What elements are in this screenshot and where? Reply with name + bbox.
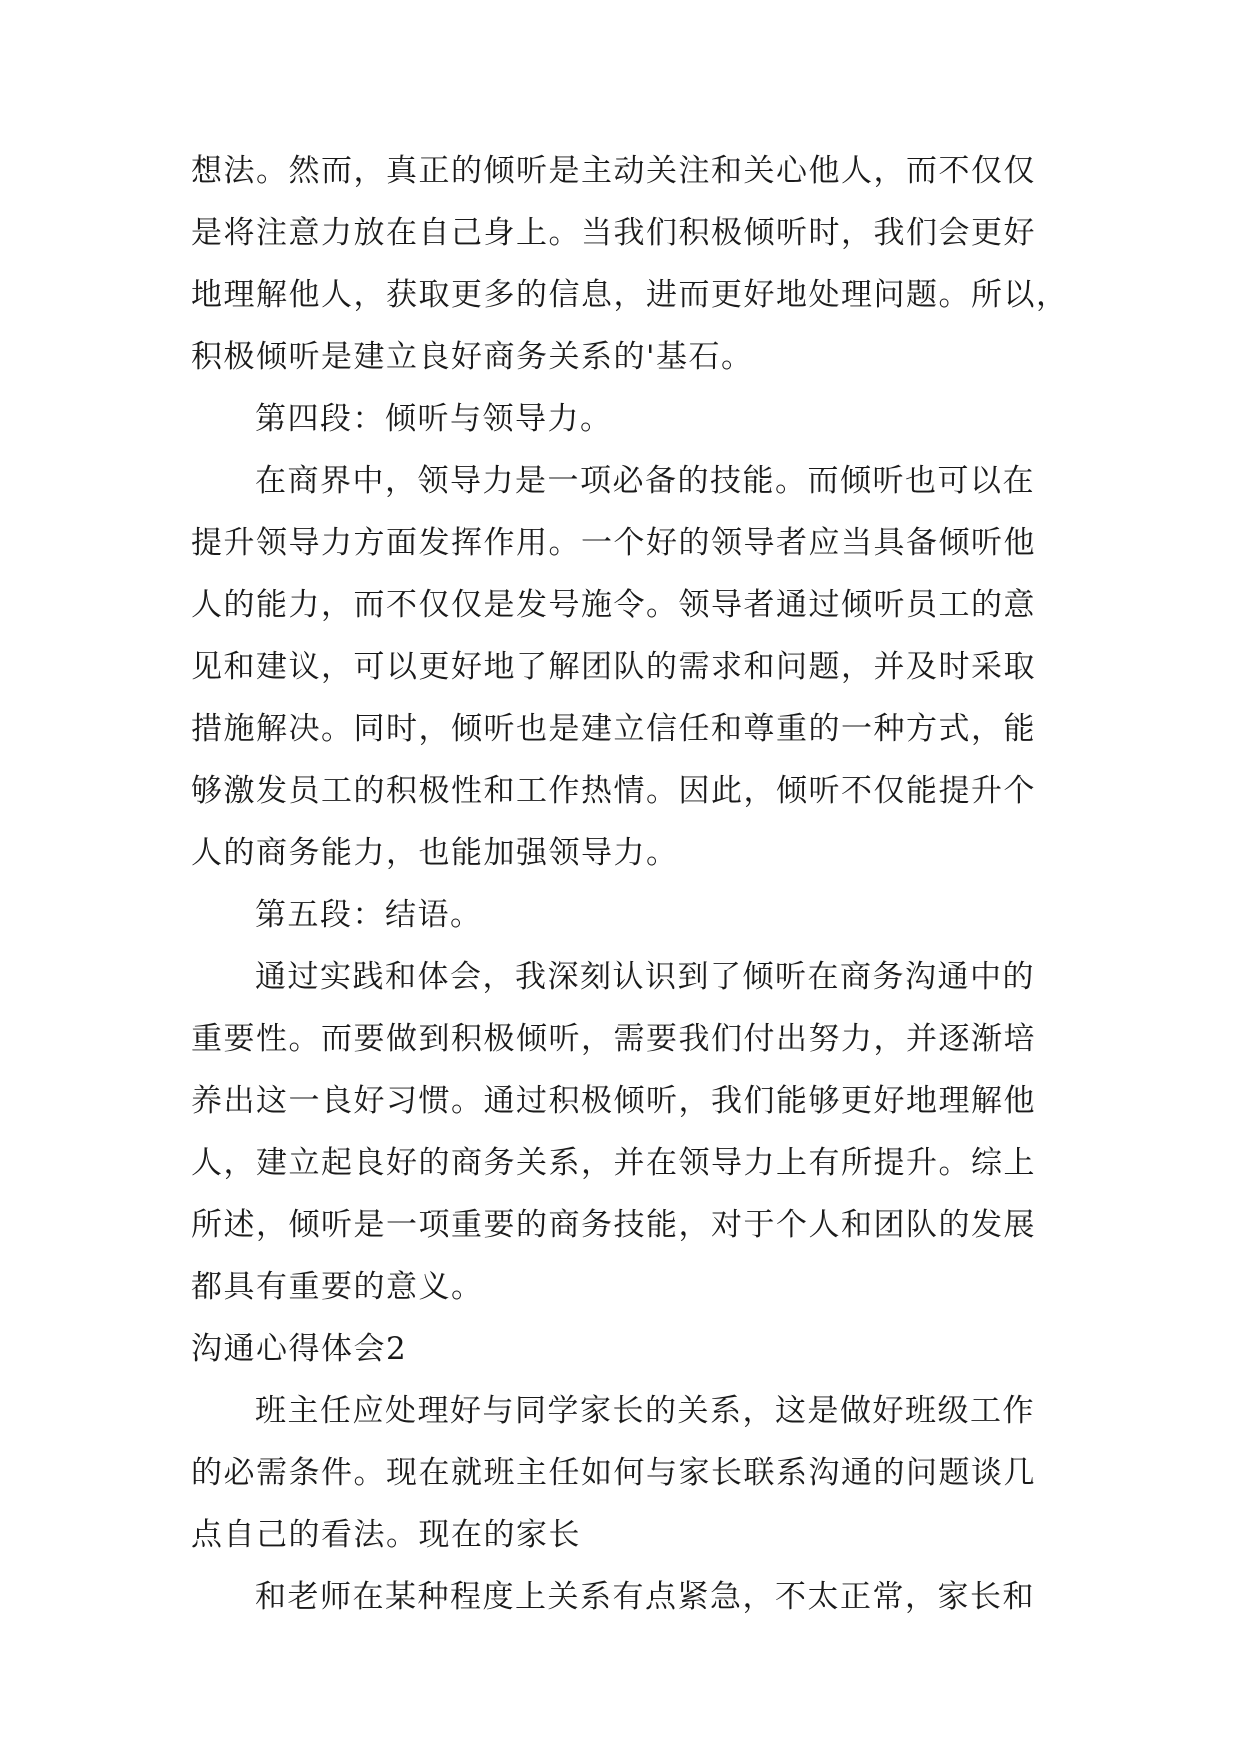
section-heading: 第四段：倾听与领导力。 [255,401,613,437]
paragraph-line: 所述，倾听是一项重要的商务技能，对于个人和团队的发展 [191,1207,1036,1243]
paragraph-line: 通过实践和体会，我深刻认识到了倾听在商务沟通中的 [255,959,1035,995]
paragraph-line: 的必需条件。现在就班主任如何与家长联系沟通的问题谈几 [191,1455,1036,1491]
paragraph-line: 班主任应处理好与同学家长的关系，这是做好班级工作 [255,1393,1035,1429]
paragraph-line: 人的商务能力，也能加强领导力。 [191,835,679,871]
paragraph-line: 地理解他人，获取更多的信息，进而更好地处理问题。所以， [191,277,1069,313]
paragraph-line: 是将注意力放在自己身上。当我们积极倾听时，我们会更好 [191,215,1036,251]
paragraph-line: 都具有重要的意义。 [191,1269,484,1305]
paragraph-line: 养出这一良好习惯。通过积极倾听，我们能够更好地理解他 [191,1083,1036,1119]
document-body [191,140,1069,1628]
paragraph-line: 提升领导力方面发挥作用。一个好的领导者应当具备倾听他 [191,525,1036,561]
paragraph-line: 想法。然而，真正的倾听是主动关注和关心他人，而不仅仅 [191,153,1036,189]
paragraph-line: 人，建立起良好的商务关系，并在领导力上有所提升。综上 [191,1145,1036,1181]
document-title: 沟通心得体会2 [191,1331,408,1367]
paragraph-line: 和老师在某种程度上关系有点紧急，不太正常，家长和 [255,1579,1035,1615]
section-heading: 第五段：结语。 [255,897,483,933]
paragraph-line: 措施解决。同时，倾听也是建立信任和尊重的一种方式，能 [191,711,1036,747]
paragraph-line: 点自己的看法。现在的家长 [191,1517,581,1553]
paragraph-line: 见和建议，可以更好地了解团队的需求和问题，并及时采取 [191,649,1036,685]
paragraph-line: 重要性。而要做到积极倾听，需要我们付出努力，并逐渐培 [191,1021,1036,1057]
paragraph-line: 够激发员工的积极性和工作热情。因此，倾听不仅能提升个 [191,773,1036,809]
paragraph-line: 在商界中，领导力是一项必备的技能。而倾听也可以在 [255,463,1035,499]
paragraph-line: 积极倾听是建立良好商务关系的'基石。 [191,339,754,375]
paragraph-line: 人的能力，而不仅仅是发号施令。领导者通过倾听员工的意 [191,587,1036,623]
